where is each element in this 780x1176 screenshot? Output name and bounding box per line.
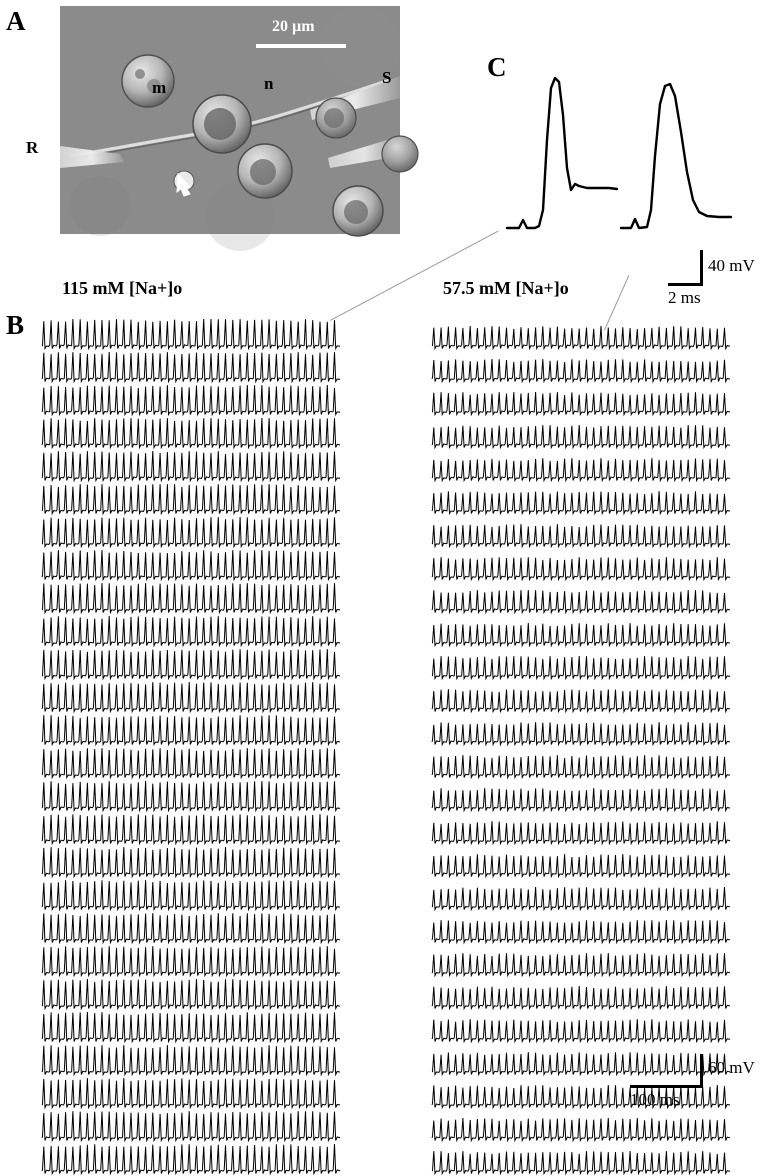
trace-block-left [42,318,340,1176]
trace-row [432,351,730,384]
trace-row [432,549,730,582]
trace-row [42,318,340,351]
trace-row [42,483,340,516]
trace-row [432,813,730,846]
trace-row [432,912,730,945]
trace-row [42,351,340,384]
panel-c-svg [505,60,745,235]
trace-row [42,582,340,615]
trace-row [42,978,340,1011]
leader-line-left [330,231,498,321]
panel-b-vertical-scale-label: 60 mV [708,1058,755,1077]
label-m: m [152,78,167,97]
trace-row [432,318,730,351]
trace-row [42,912,340,945]
panel-c-vertical-scale-label: 40 mV [708,256,755,275]
trace-row [42,1044,340,1077]
trace-row [432,846,730,879]
panel-c-horizontal-scalebar [668,283,703,286]
label-n: n [264,74,274,93]
trace-row [432,978,730,1011]
trace-row [42,1143,340,1176]
micrograph-svg [60,6,400,234]
trace-row [42,648,340,681]
trace-row [42,780,340,813]
trace-row [432,648,730,681]
trace-row [432,516,730,549]
trace-row [42,549,340,582]
trace-row [432,417,730,450]
label-S: S [382,68,392,87]
trace-row [432,747,730,780]
trace-row [42,1011,340,1044]
panel-b-vertical-scalebar [700,1054,703,1088]
trace-row [42,714,340,747]
trace-row [42,945,340,978]
trace-row [432,1011,730,1044]
trace-row [42,1110,340,1143]
panel-b-horizontal-scale-label: 100 ms [630,1090,680,1109]
scalebar-a-line [256,44,346,48]
trace-row [42,615,340,648]
panel-b-horizontal-scalebar [630,1085,702,1088]
trace-row [42,747,340,780]
trace-row [432,1110,730,1143]
trace-row [432,1143,730,1176]
trace-row [42,846,340,879]
condition-label-left: 115 mM [Na+]o [62,278,183,298]
trace-row [42,879,340,912]
trace-row [42,516,340,549]
trace-row [432,1077,730,1110]
trace-row [432,681,730,714]
trace-row [432,450,730,483]
trace-row [432,582,730,615]
trace-row [432,945,730,978]
scalebar-a-label: 20 µm [272,18,315,35]
micrograph-image [26,6,400,234]
trace-row [432,879,730,912]
trace-row [42,450,340,483]
trace-row [42,681,340,714]
trace-row [42,417,340,450]
panel-c-traces [505,60,745,235]
panel-c-horizontal-scale-label: 2 ms [668,288,701,307]
trace-row [432,615,730,648]
trace-row [432,780,730,813]
trace-row [432,1044,730,1077]
trace-row [432,714,730,747]
trace-row [42,1077,340,1110]
panel-c-vertical-scalebar [700,250,703,286]
label-R: R [26,138,39,157]
trace-block-right [432,318,730,1176]
panel-c-letter: C [487,52,507,82]
condition-label-right: 57.5 mM [Na+]o [443,278,569,298]
panel-a-letter: A [6,6,26,36]
trace-row [42,813,340,846]
trace-row [42,384,340,417]
trace-row [432,384,730,417]
panel-b-letter: B [6,310,25,340]
trace-row [432,483,730,516]
